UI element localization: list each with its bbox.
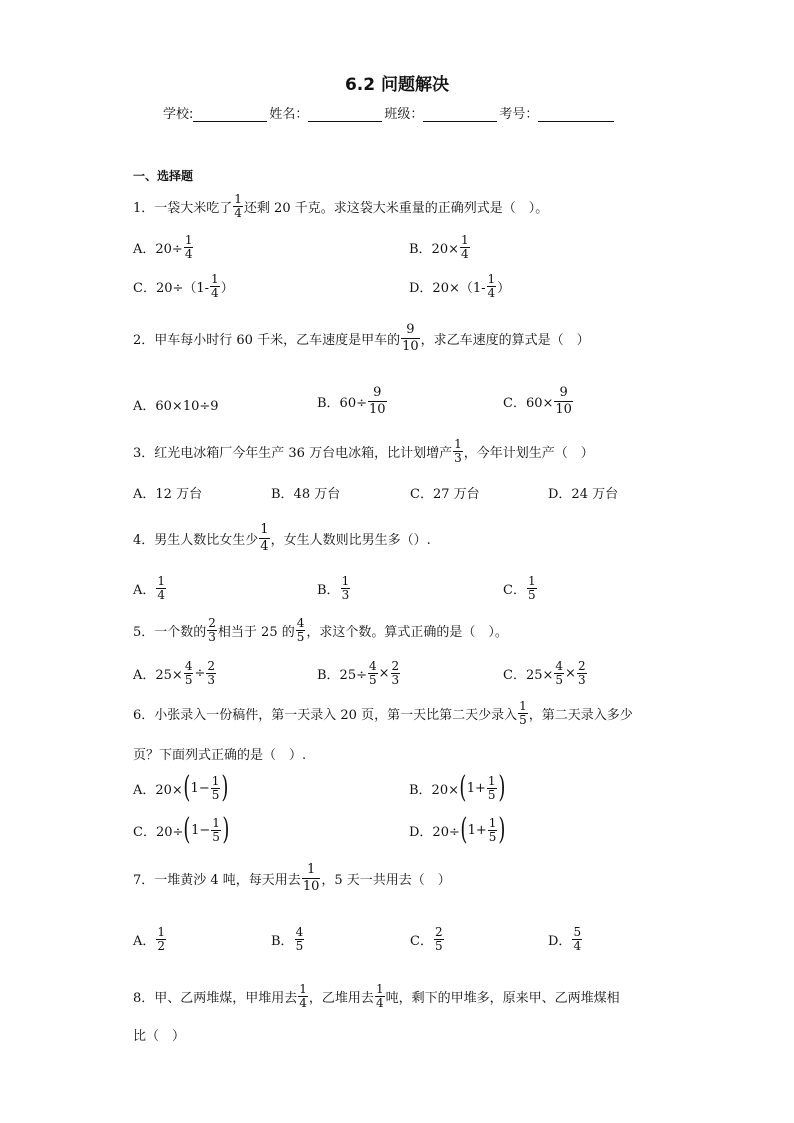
exam-no-blank[interactable] xyxy=(538,107,614,122)
fraction: $\frac{4}{5}$ xyxy=(184,659,193,687)
q3-option-a[interactable]: A．12 万台 xyxy=(133,487,203,502)
q1-option-d[interactable]: D．20×（1- $\frac{1}{4}$ ） xyxy=(409,272,511,300)
fraction: $\frac{1}{4}$ xyxy=(487,272,496,300)
fraction: $\frac{1}{5}$ xyxy=(519,699,527,727)
section-heading: 一、选择题 xyxy=(133,169,194,183)
fraction: $\frac{4}{5}$ xyxy=(295,925,304,953)
fraction: $\frac{1}{4}$ xyxy=(461,233,469,261)
fraction: $\frac{1}{4}$ xyxy=(234,192,242,220)
fraction: $\frac{2}{5}$ xyxy=(434,925,443,953)
q6-option-a[interactable]: A．20× ( 1− $\frac{1}{5}$ ) xyxy=(133,770,229,805)
fraction: $\frac{9}{10}$ xyxy=(555,385,572,417)
q1-option-a[interactable]: A．20÷ $\frac{1}{4}$ xyxy=(133,233,193,261)
question-4: 4．男生人数比女生少 $\frac{1}{4}$ ，女生人数则比男生多（）. xyxy=(133,522,431,554)
fraction: $\frac{1}{3}$ xyxy=(454,437,462,465)
q6-option-d[interactable]: D．20÷ ( 1+ $\frac{1}{5}$ ) xyxy=(409,812,506,847)
fraction: $\frac{1}{5}$ xyxy=(488,815,497,844)
question-6-continued: 页？下面列式正确的是（ ）. xyxy=(133,748,307,763)
q4-option-b[interactable]: B． $\frac{1}{3}$ xyxy=(317,574,350,602)
question-3: 3．红光电冰箱厂今年生产 36 万台电冰箱，比计划增产 $\frac{1}{3}$ ，今年计划生产（ ） xyxy=(133,437,594,465)
q3-option-c[interactable]: C．27 万台 xyxy=(410,487,480,502)
fraction: $\frac{1}{4}$ xyxy=(375,982,384,1010)
fraction: $\frac{1}{4}$ xyxy=(211,272,219,300)
page-title: 6.2 问题解决 xyxy=(344,75,450,95)
fraction: $\frac{1}{5}$ xyxy=(211,773,220,802)
fraction: $\frac{1}{5}$ xyxy=(527,574,536,602)
q5-option-a[interactable]: A．25× $\frac{4}{5}$ ÷ $\frac{2}{3}$ xyxy=(133,659,216,687)
school-blank[interactable] xyxy=(193,107,267,122)
class-label: 班级： xyxy=(384,107,424,122)
fraction: $\frac{1}{4}$ xyxy=(260,522,269,554)
fraction: $\frac{1}{3}$ xyxy=(341,574,350,602)
q7-option-a[interactable]: A． $\frac{1}{2}$ xyxy=(133,925,166,953)
q4-option-a[interactable]: A． $\frac{1}{4}$ xyxy=(133,574,166,602)
fraction: $\frac{1}{4}$ xyxy=(157,574,166,602)
fraction: $\frac{4}{5}$ xyxy=(296,616,305,644)
q2-option-a[interactable]: A．60×10÷9 xyxy=(133,399,219,414)
fraction: $\frac{2}{3}$ xyxy=(208,616,216,644)
fraction: $\frac{1}{5}$ xyxy=(212,815,220,844)
q5-option-c[interactable]: C．25× $\frac{4}{5}$ × $\frac{2}{3}$ xyxy=(503,659,586,687)
q1-option-b[interactable]: B．20× $\frac{1}{4}$ xyxy=(409,233,469,261)
class-blank[interactable] xyxy=(423,107,497,122)
name-label: 姓名： xyxy=(269,107,309,122)
fraction: $\frac{1}{4}$ xyxy=(299,982,307,1010)
q3-option-d[interactable]: D．24 万台 xyxy=(548,487,619,502)
q1-option-c[interactable]: C．20÷（1- $\frac{1}{4}$ ） xyxy=(133,272,234,300)
school-label: 学校: xyxy=(163,107,194,122)
question-7: 7．一堆黄沙 4 吨，每天用去 $\frac{1}{10}$ ，5 天一共用去（ ） xyxy=(133,862,451,894)
question-6: 6．小张录入一份稿件，第一天录入 20 页，第一天比第二天少录入 $\frac{1}{5}$ ，第二天录入多少 xyxy=(133,699,633,727)
fraction: $\frac{2}{3}$ xyxy=(207,659,216,687)
q7-option-d[interactable]: D． $\frac{5}{4}$ xyxy=(548,925,582,953)
student-info-line xyxy=(163,103,616,122)
fraction: $\frac{9}{10}$ xyxy=(369,385,386,417)
q5-option-b[interactable]: B．25÷ $\frac{4}{5}$ × $\frac{2}{3}$ xyxy=(317,659,400,687)
fraction: $\frac{1}{4}$ xyxy=(184,233,193,261)
q7-option-b[interactable]: B． $\frac{4}{5}$ xyxy=(271,925,304,953)
q2-option-c[interactable]: C．60× $\frac{9}{10}$ xyxy=(503,385,572,417)
fraction: $\frac{2}{3}$ xyxy=(391,659,400,687)
fraction: $\frac{1}{5}$ xyxy=(487,773,496,802)
name-blank[interactable] xyxy=(308,107,382,122)
fraction: $\frac{4}{5}$ xyxy=(555,659,564,687)
q7-option-c[interactable]: C． $\frac{2}{5}$ xyxy=(410,925,443,953)
q6-option-b[interactable]: B．20× ( 1+ $\frac{1}{5}$ ) xyxy=(409,770,505,805)
fraction: $\frac{1}{10}$ xyxy=(302,862,320,894)
q3-option-b[interactable]: B．48 万台 xyxy=(271,487,341,502)
question-1: 1．一袋大米吃了 $\frac{1}{4}$ 还剩 20 千克。求这袋大米重量的正确列式是（ ）。 xyxy=(133,192,549,220)
fraction: $\frac{4}{5}$ xyxy=(369,659,377,687)
fraction: $\frac{2}{3}$ xyxy=(577,659,586,687)
question-8: 8．甲、乙两堆煤，甲堆用去 $\frac{1}{4}$ ，乙堆用去 $\frac{1}{4}$ 吨，剩下的甲堆多，原来甲、乙两堆煤相 xyxy=(133,982,620,1010)
fraction: $\frac{1}{2}$ xyxy=(157,925,166,953)
q2-option-b[interactable]: B．60÷ $\frac{9}{10}$ xyxy=(317,385,386,417)
question-2: 2．甲车每小时行 60 千米，乙车速度是甲车的 $\frac{9}{10}$ ，求乙车速度的算式是（ ） xyxy=(133,322,590,354)
exam-no-label: 考号： xyxy=(499,107,539,122)
q6-option-c[interactable]: C．20÷ ( 1− $\frac{1}{5}$ ) xyxy=(133,812,230,847)
question-5: 5．一个数的 $\frac{2}{3}$ 相当于 25 的 $\frac{4}{5}$ ，求这个数。算式正确的是（ ）。 xyxy=(133,616,508,644)
question-8-continued: 比（ ） xyxy=(133,1029,186,1044)
fraction: $\frac{5}{4}$ xyxy=(573,925,582,953)
q4-option-c[interactable]: C． $\frac{1}{5}$ xyxy=(503,574,536,602)
fraction: $\frac{9}{10}$ xyxy=(402,322,419,354)
